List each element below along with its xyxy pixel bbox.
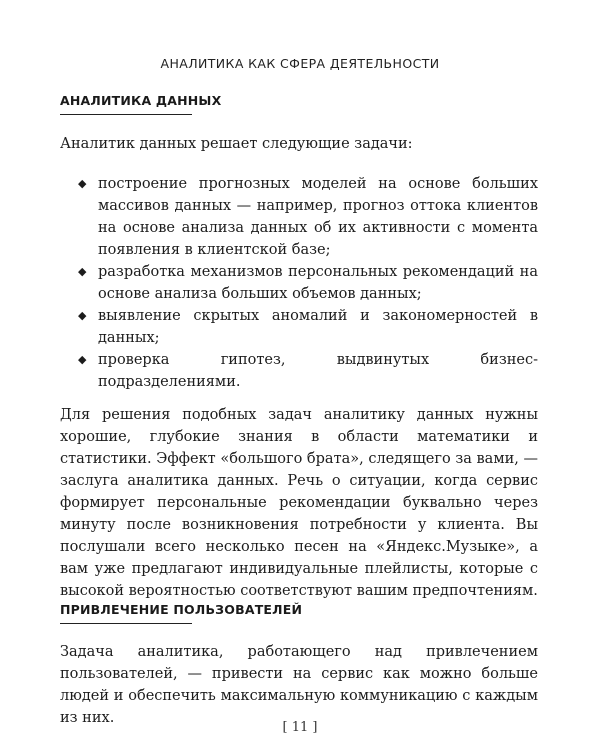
body-paragraph-user-acquisition: Задача аналитика, работающего над привлечением пользователей, — привести на сервис как можно больше людей и обеспечить максимальную коммуникацию с каждым из них. bbox=[60, 644, 538, 726]
page-number: [ 11 ] bbox=[282, 720, 318, 735]
tasks-list bbox=[78, 173, 538, 393]
intro-paragraph: Аналитик данных решает следующие задачи: bbox=[60, 136, 413, 152]
list-item-text: разработка механизмов персональных рекомендаций на основе анализа больших объемов данных; bbox=[98, 264, 538, 302]
list-item bbox=[78, 173, 538, 261]
list-item-text: проверка гипотез, выдвинутых бизнес-подразделениями. bbox=[98, 352, 538, 390]
bullet-icon: ◆ bbox=[78, 265, 87, 278]
bullet-icon: ◆ bbox=[78, 353, 87, 366]
bullet-icon: ◆ bbox=[78, 177, 87, 190]
section-title-underline bbox=[60, 623, 192, 624]
section-title-data-analytics: АНАЛИТИКА ДАННЫХ bbox=[60, 93, 222, 108]
bullet-icon: ◆ bbox=[78, 309, 87, 322]
body-paragraph-data-analytics: Для решения подобных задач аналитику данных нужны хорошие, глубокие знания в области математики и статистики. Эффект «большого брата», следящего за вами, — заслуга аналитика данных. Речь о ситуации, когда сервис формирует персональные рекомендации буквально через минуту после возникновения потребности у клиента. Вы послушали всего несколько песен на «Яндекс.Музыке», а вам уже предлагают индивидуальные плейлисты, которые с высокой вероятностью соответствуют вашим предпочтениям. bbox=[60, 407, 538, 599]
running-head: АНАЛИТИКА КАК СФЕРА ДЕЯТЕЛЬНОСТИ bbox=[160, 56, 440, 71]
section-title-user-acquisition: ПРИВЛЕЧЕНИЕ ПОЛЬЗОВАТЕЛЕЙ bbox=[60, 602, 303, 617]
list-item bbox=[78, 349, 538, 393]
section-title-underline bbox=[60, 114, 192, 115]
list-item bbox=[78, 261, 538, 305]
list-item-text: выявление скрытых аномалий и закономерностей в данных; bbox=[98, 308, 538, 346]
list-item-text: построение прогнозных моделей на основе больших массивов данных — например, прогноз оттока клиентов на основе анализа данных об их активности с момента появления в клиентской базе; bbox=[98, 176, 538, 258]
list-item bbox=[78, 305, 538, 349]
